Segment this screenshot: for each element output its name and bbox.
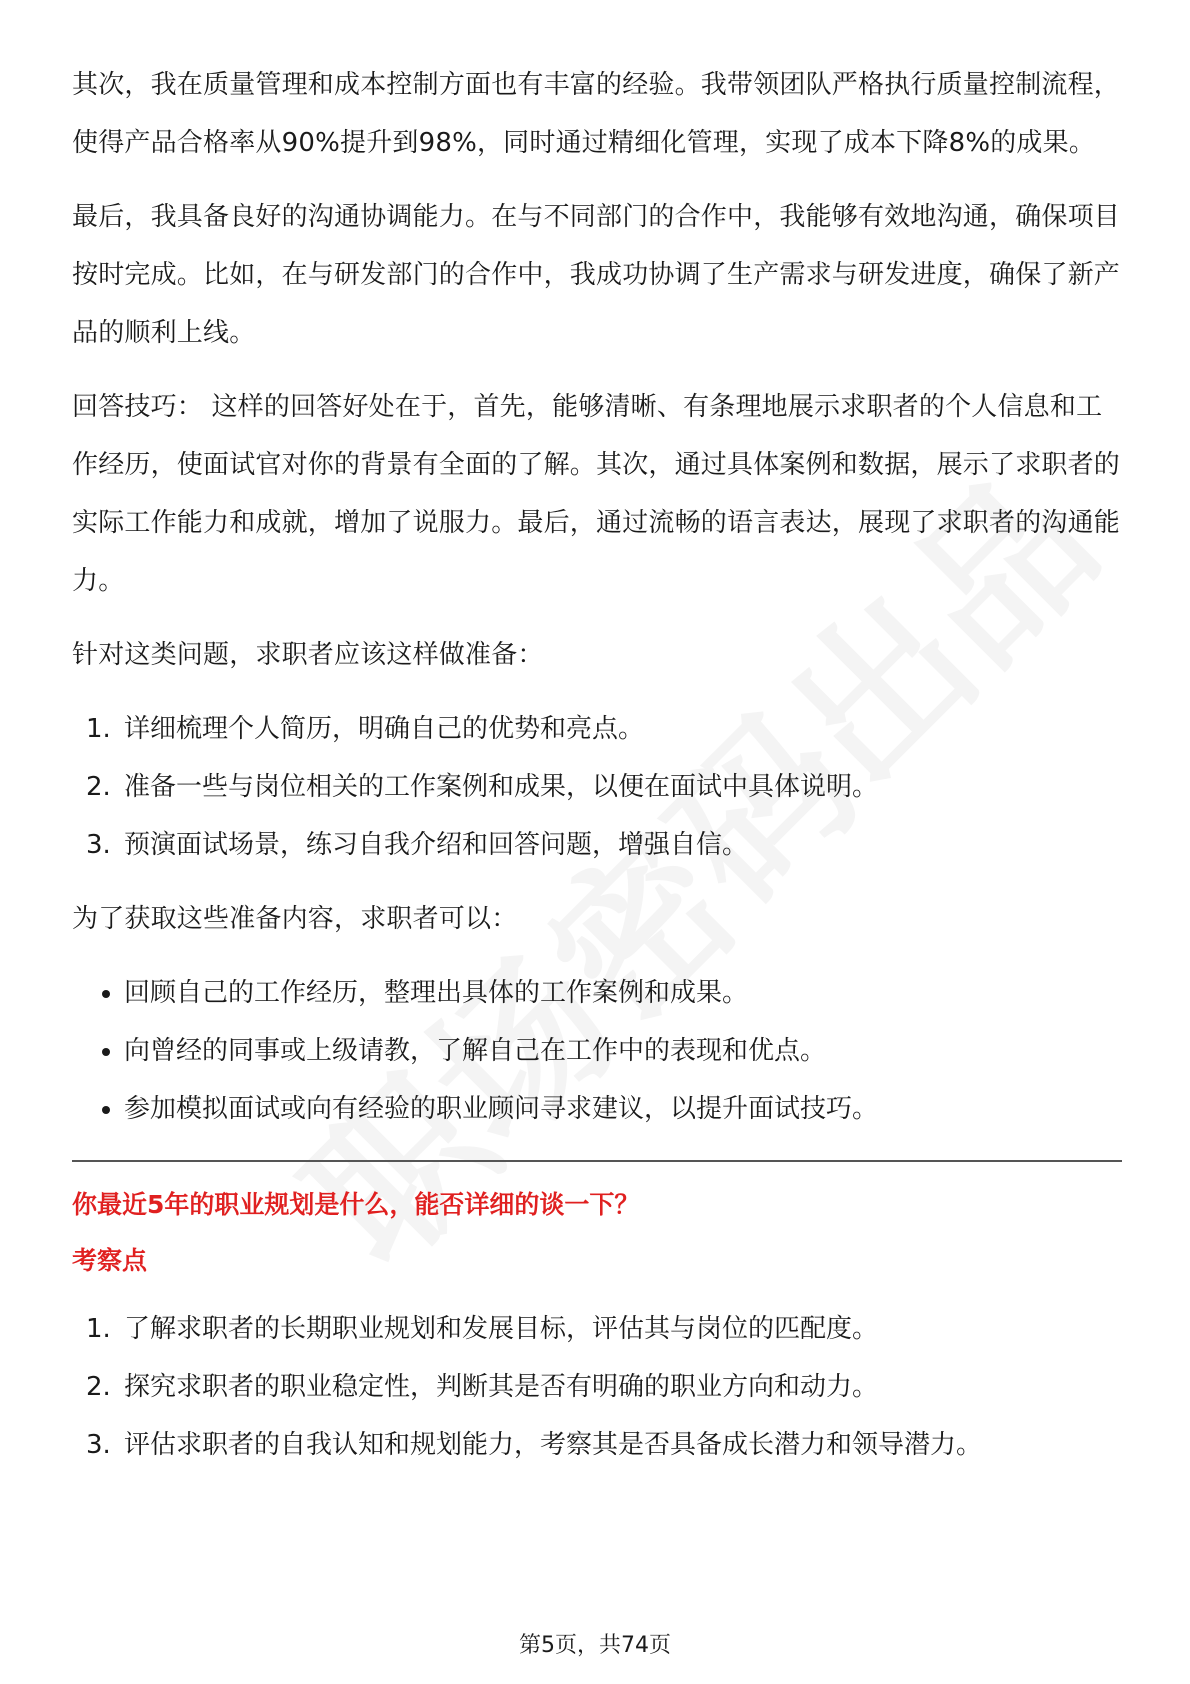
paragraph-bullets-intro: 为了获取这些准备内容，求职者可以： <box>72 904 518 934</box>
list-item <box>72 816 1122 874</box>
bullet-list <box>72 964 1122 1138</box>
paragraph-prep-intro: 针对这类问题，求职者应该这样做准备： <box>72 640 544 670</box>
interview-question-heading: 你最近5年的职业规划是什么，能否详细的谈一下？ <box>72 1190 640 1219</box>
prep-ordered-list <box>72 700 1122 874</box>
list-item <box>72 1416 1122 1474</box>
list-number: 3. <box>86 1430 111 1460</box>
bullet-dot-icon <box>102 1048 110 1056</box>
paragraph-communication: 最后，我具备良好的沟通协调能力。在与不同部门的合作中，我能够有效地沟通，确保项目按时完成。比如，在与研发部门的合作中，我成功协调了生产需求与研发进度，确保了新产品的顺利上线。 <box>72 202 1121 348</box>
list-number: 1. <box>86 714 111 744</box>
list-item <box>72 1300 1122 1358</box>
section-divider <box>72 1160 1122 1162</box>
paragraph-answer-tips: 回答技巧： 这样的回答好处在于，首先，能够清晰、有条理地展示求职者的个人信息和工作经历，使面试官对你的背景有全面的了解。其次，通过具体案例和数据，展示了求职者的实际工作能力和成就，增加了说服力。最后，通过流畅的语言表达，展现了求职者的沟通能力。 <box>72 392 1121 596</box>
list-item <box>72 700 1122 758</box>
list-item <box>72 964 1122 1022</box>
list-item-text: 向曾经的同事或上级请教，了解自己在工作中的表现和优点。 <box>124 1036 827 1066</box>
list-number: 2. <box>86 1372 111 1402</box>
assessment-points-heading: 考察点 <box>72 1246 148 1275</box>
list-item-text: 预演面试场景，练习自我介绍和回答问题，增强自信。 <box>124 830 749 860</box>
list-item <box>72 1080 1122 1138</box>
list-item-text: 了解求职者的长期职业规划和发展目标，评估其与岗位的匹配度。 <box>124 1314 879 1344</box>
list-item <box>72 1022 1122 1080</box>
paragraph-quality-cost: 其次，我在质量管理和成本控制方面也有丰富的经验。我带领团队严格执行质量控制流程，使得产品合格率从90%提升到98%，同时通过精细化管理，实现了成本下降8%的成果。 <box>72 70 1121 158</box>
bullet-dot-icon <box>102 990 110 998</box>
page-content <box>72 56 1122 1490</box>
list-item-text: 评估求职者的自我认知和规划能力，考察其是否具备成长潜力和领导潜力。 <box>124 1430 983 1460</box>
list-item-text: 准备一些与岗位相关的工作案例和成果，以便在面试中具体说明。 <box>124 772 879 802</box>
list-number: 3. <box>86 830 111 860</box>
list-item-text: 探究求职者的职业稳定性，判断其是否有明确的职业方向和动力。 <box>124 1372 879 1402</box>
bullet-dot-icon <box>102 1106 110 1114</box>
list-item-text: 参加模拟面试或向有经验的职业顾问寻求建议，以提升面试技巧。 <box>124 1094 879 1124</box>
list-item <box>72 1358 1122 1416</box>
list-number: 2. <box>86 772 111 802</box>
assessment-points-list <box>72 1300 1122 1474</box>
page-number-footer: 第5页，共74页 <box>519 1633 671 1658</box>
list-item-text: 回顾自己的工作经历，整理出具体的工作案例和成果。 <box>124 978 749 1008</box>
list-item <box>72 758 1122 816</box>
list-number: 1. <box>86 1314 111 1344</box>
list-item-text: 详细梳理个人简历，明确自己的优势和亮点。 <box>124 714 645 744</box>
